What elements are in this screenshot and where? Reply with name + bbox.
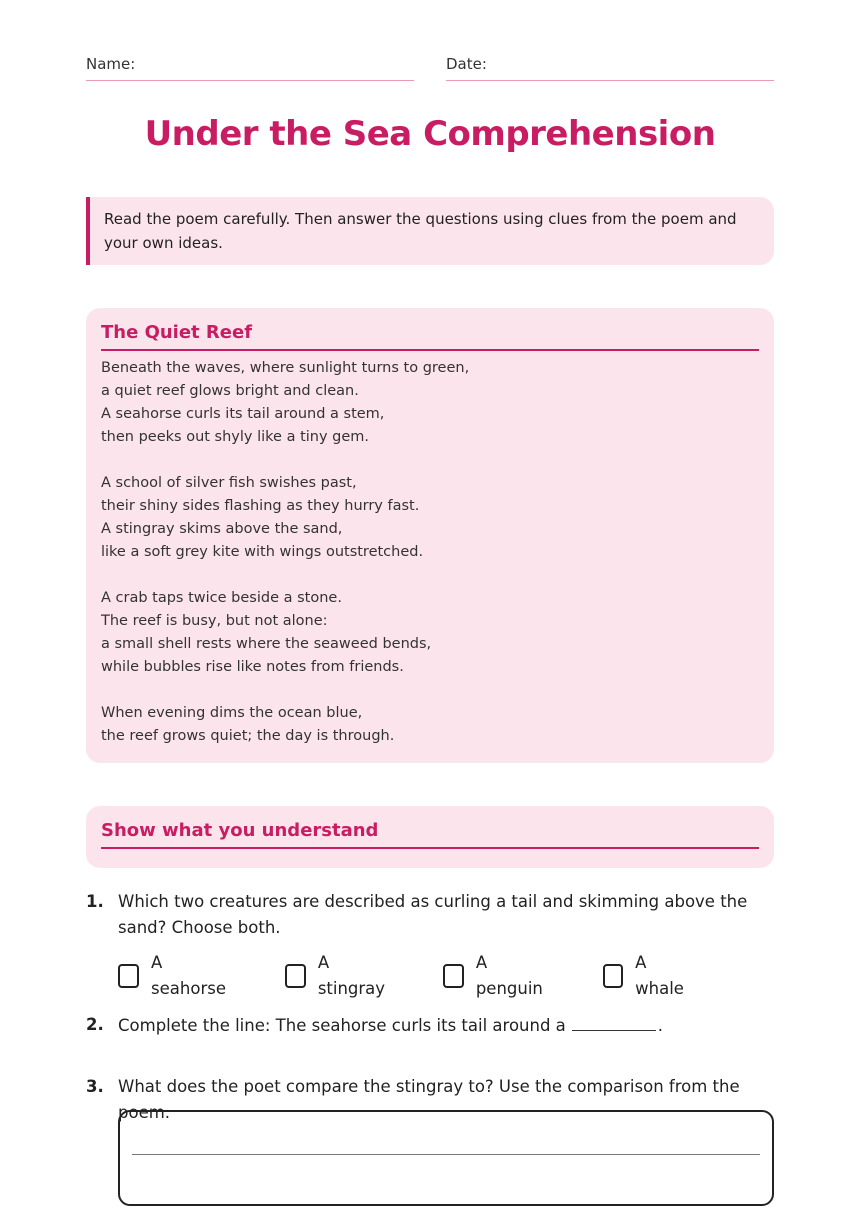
name-label: Name: [86,55,136,73]
poem-line: Beneath the waves, where sunlight turns to green, [101,360,470,376]
poem-stanza [101,587,759,679]
poem-line: A stingray skims above the sand, [101,521,343,537]
instructions-callout: Read the poem carefully. Then answer the questions using clues from the poem and your own ideas. [86,197,774,265]
poem-line: When evening dims the ocean blue, [101,705,363,721]
question-3 [86,1074,774,1122]
checkbox[interactable] [443,964,464,988]
choice-stingray[interactable] [285,950,388,1002]
question-text: What does the poet compare the stingray to? Use the comparison from the poem. [118,1077,740,1122]
poem-line: while bubbles rise like notes from friends. [101,659,404,675]
question-text [118,1012,778,1039]
question-number: 2. [86,1015,104,1034]
poem-line: a small shell rests where the seaweed bends, [101,636,432,652]
choice-label: A stingray [317,953,386,998]
poem-line: A crab taps twice beside a stone. [101,590,342,606]
choice-penguin[interactable] [443,950,546,1002]
poem-line: A school of silver fish swishes past, [101,475,357,491]
poem-title: The Quiet Reef [101,322,759,351]
question-number: 1. [86,892,104,911]
choice-label: A seahorse [151,953,226,998]
choice-seahorse[interactable] [118,950,229,1002]
name-field[interactable] [86,52,414,81]
poem-stanza [101,357,759,449]
poem-line: the reef grows quiet; the day is through. [101,728,395,744]
question-1 [86,889,774,943]
choice-whale[interactable] [603,950,688,1002]
checkbox[interactable] [603,964,623,988]
question-text-after: . [657,1016,664,1035]
fill-in-blank[interactable] [572,1012,656,1031]
poem-line: A seahorse curls its tail around a stem, [101,406,385,422]
checkbox[interactable] [285,964,306,988]
poem-stanza [101,702,759,748]
question-number: 3. [86,1077,104,1096]
poem-line: then peeks out shyly like a tiny gem. [101,429,370,445]
answer-box[interactable] [118,1110,774,1206]
poem-line: like a soft grey kite with wings outstretched. [101,544,424,560]
question-text: Which two creatures are described as curling a tail and skimming above the sand? Choose both. [118,892,748,937]
date-label: Date: [446,55,487,73]
answer-writing-line [132,1154,760,1155]
date-field[interactable] [446,52,774,81]
question-2 [86,1012,774,1038]
choice-label: A whale [635,953,684,998]
checkbox[interactable] [118,964,139,988]
section-title: Show what you understand [101,820,759,849]
poem-line: The reef is busy, but not alone: [101,613,328,629]
section-header-box [86,806,774,868]
page-title: Under the Sea Comprehension [144,114,716,154]
poem-line: their shiny sides flashing as they hurry fast. [101,498,420,514]
poem-stanza [101,472,759,564]
poem-box [86,308,774,763]
question-text-before: Complete the line: The seahorse curls its tail around a [118,1016,566,1035]
poem-line: a quiet reef glows bright and clean. [101,383,359,399]
choice-label: A penguin [475,953,543,998]
